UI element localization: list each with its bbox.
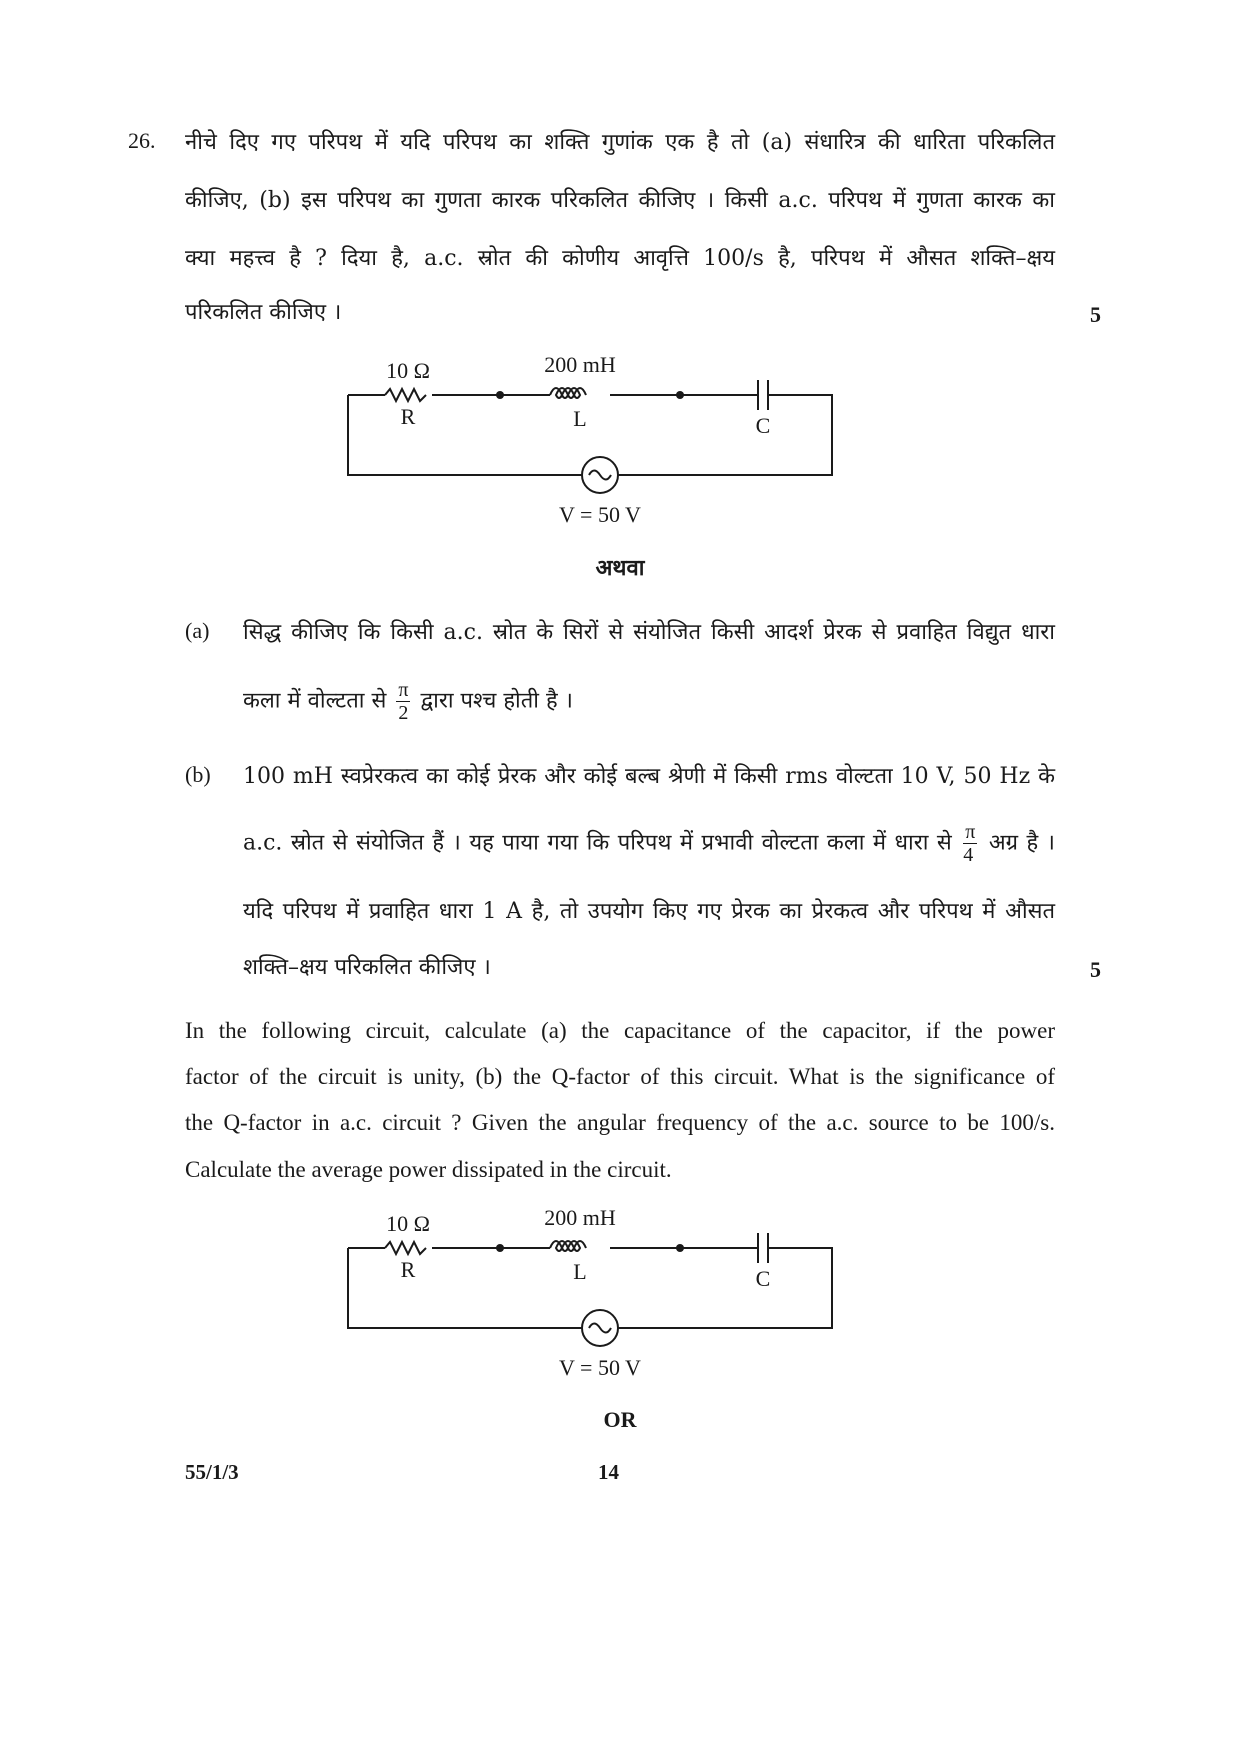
question-number: 26. [128, 128, 156, 153]
hindi-line-2: कीजिए, (b) इस परिपथ का गुणता कारक परिकलित कीजिए । किसी a.c. परिपथ में गुणता कारक का [185, 188, 1055, 213]
inductor-label: L [573, 1259, 587, 1284]
source-label: V = 50 V [559, 502, 641, 527]
capacitor-symbol [758, 1233, 768, 1263]
circuit-diagram-hindi [340, 350, 860, 530]
marks-part-b: 5 [1090, 957, 1101, 982]
inductor-value: 200 mH [544, 352, 616, 377]
resistor-value: 10 Ω [386, 358, 430, 383]
page-number: 14 [598, 1460, 619, 1484]
fraction-pi-by-4 [963, 822, 977, 865]
part-b-line-3: यदि परिपथ में प्रवाहित धारा 1 A है, तो उपयोग किए गए प्रेरक का प्रेरकत्व और परिपथ में औसत [243, 899, 1055, 924]
english-line-3: the Q-factor in a.c. circuit ? Given the angular frequency of the a.c. source to be 100/s. [185, 1110, 1055, 1135]
resistor-value: 10 Ω [386, 1211, 430, 1236]
fraction-numerator: π [398, 679, 409, 701]
english-line-1: In the following circuit, calculate (a) the capacitance of the capacitor, if the power [185, 1018, 1055, 1043]
part-b-label: (b) [185, 762, 211, 787]
fraction-denominator: 4 [963, 844, 974, 866]
circuit-svg [340, 350, 860, 530]
part-b-line-1: 100 mH स्वप्रेरकत्व का कोई प्रेरक और कोई बल्ब श्रेणी में किसी rms वोल्टता 10 V, 50 Hz के [243, 764, 1055, 789]
part-b-line-2 [243, 822, 1055, 865]
inductor-symbol [550, 1241, 586, 1251]
part-b-line-4: शक्ति–क्षय परिकलित कीजिए । [243, 955, 491, 980]
resistor-symbol [385, 389, 426, 401]
hindi-line-1: नीचे दिए गए परिपथ में यदि परिपथ का शक्ति गुणांक एक है तो (a) संधारित्र की धारिता परिकलित [185, 130, 1055, 155]
resistor-label: R [400, 1257, 416, 1282]
inductor-label: L [573, 406, 587, 431]
capacitor-label: C [755, 1266, 771, 1291]
circuit-diagram-english [340, 1203, 860, 1383]
marks-question: 5 [1090, 302, 1101, 327]
circuit-svg [340, 1203, 860, 1383]
part-a-label: (a) [185, 618, 210, 643]
resistor-label: R [400, 404, 416, 429]
part-b-line-2-after: अग्र है । [988, 830, 1055, 856]
fraction-pi-by-2 [396, 680, 410, 723]
inductor-value: 200 mH [544, 1205, 616, 1230]
hindi-line-3: क्या महत्त्व है ? दिया है, a.c. स्रोत की कोणीय आवृत्ति 100/s है, परिपथ में औसत शक्ति–क्षय [185, 246, 1055, 271]
part-a-line-1: सिद्ध कीजिए कि किसी a.c. स्रोत के सिरों से संयोजित किसी आदर्श प्रेरक से प्रवाहित विद्युत धारा [243, 620, 1055, 645]
part-a-line-2-before: कला में वोल्टता से [243, 688, 387, 714]
english-line-2: factor of the circuit is unity, (b) the Q-factor of this circuit. What is the significance of [185, 1064, 1055, 1089]
resistor-symbol [385, 1242, 426, 1254]
or-hindi: अथवा [595, 555, 645, 581]
fraction-denominator: 2 [398, 702, 409, 724]
part-a-line-2-after: द्वारा पश्च होती है । [420, 688, 573, 714]
fraction-numerator: π [965, 821, 976, 843]
paper-code: 55/1/3 [185, 1460, 239, 1484]
part-a-line-2 [243, 680, 573, 723]
or-english: OR [603, 1407, 637, 1432]
hindi-line-4: परिकलित कीजिए । [185, 300, 342, 325]
english-line-4: Calculate the average power dissipated in the circuit. [185, 1157, 672, 1182]
source-label: V = 50 V [559, 1355, 641, 1380]
inductor-symbol [550, 388, 586, 398]
capacitor-symbol [758, 380, 768, 410]
capacitor-label: C [755, 413, 771, 438]
part-b-line-2-before: a.c. स्रोत से संयोजित हैं । यह पाया गया कि परिपथ में प्रभावी वोल्टता कला में धारा से [243, 830, 952, 856]
